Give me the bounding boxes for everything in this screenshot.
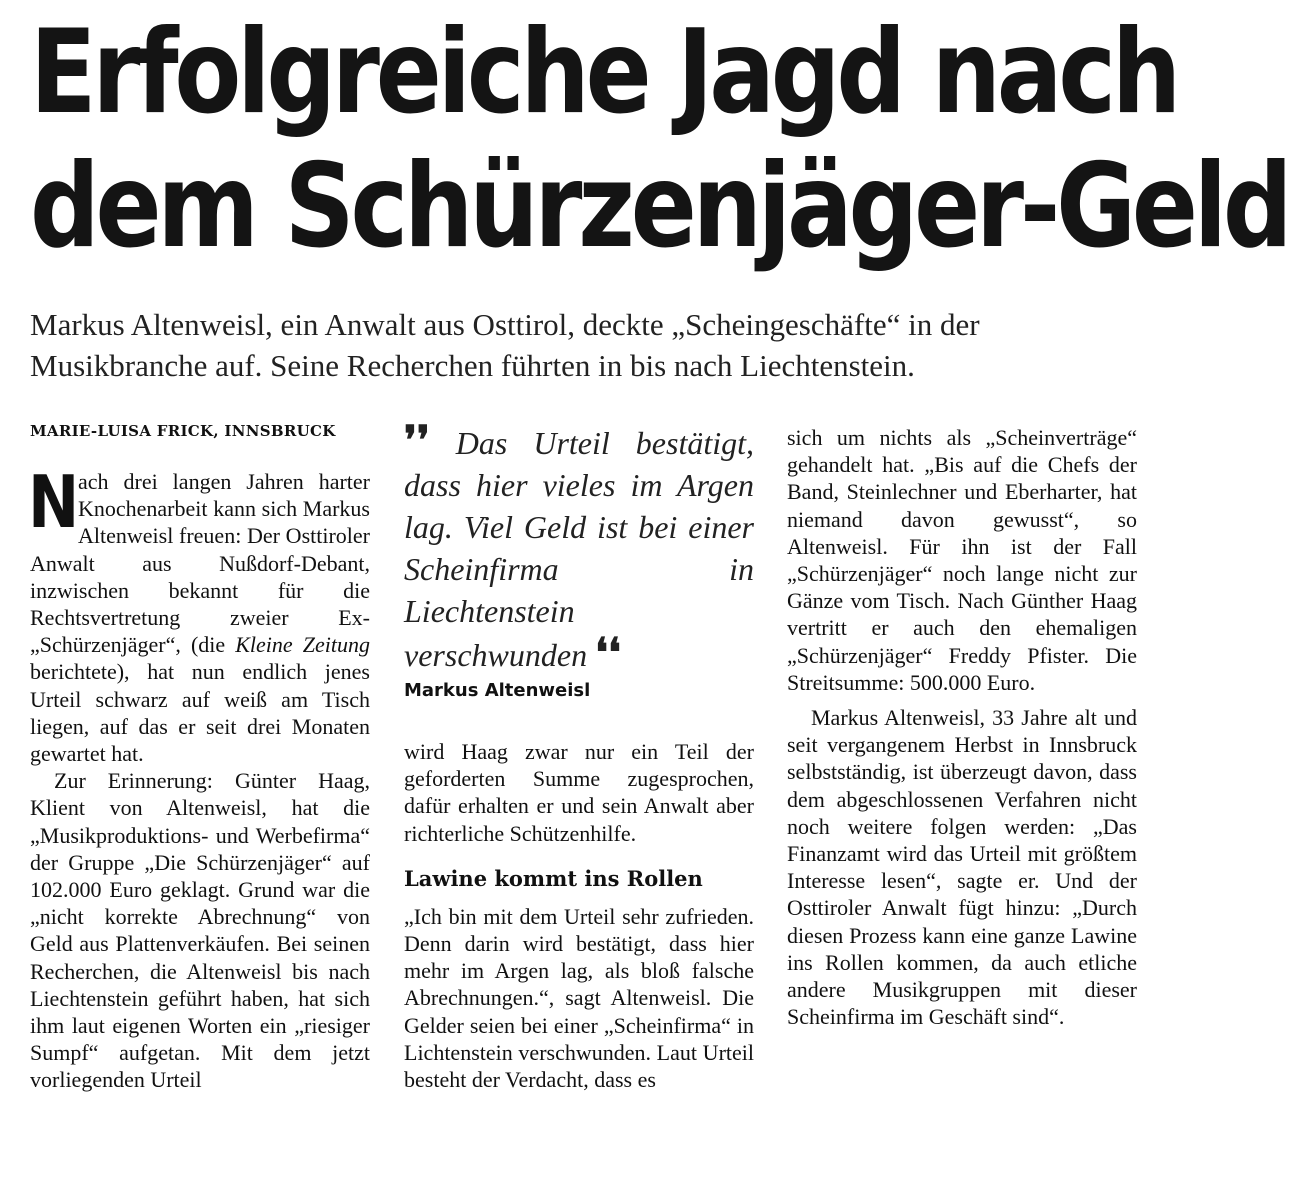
newspaper-name: Kleine Zeitung [235, 632, 370, 658]
article-column-2 [404, 417, 754, 1093]
headline-line-1: Erfolgreiche Jagd nach [30, 5, 1178, 140]
body-paragraph: „Ich bin mit dem Urteil sehr zufrieden. Denn darin wird bestätigt, dass hier mehr im Argen lag, als bloß falsche Abrechnungen.“, sagt Altenweisl. Die Gelder seien bei einer „Scheinfirma“ in Lichtenstein verschwunden. Laut Urteil besteht der Verdacht, dass es [404, 903, 754, 1093]
byline: MARIE-LUISA FRICK, INNSBRUCK [30, 422, 336, 440]
headline [30, 5, 1289, 274]
pullquote-author: Markus Altenweisl [404, 680, 591, 701]
body-paragraph: wird Haag zwar nur ein Teil der geforderten Summe zugesprochen, dafür erhalten er und sein Anwalt aber richterliche Schützenhilfe. [404, 739, 754, 846]
dropcap: N [28, 460, 80, 544]
lead-paragraph [28, 460, 370, 767]
article-column-1 [30, 420, 370, 1094]
body-paragraph: Zur Erinnerung: Günter Haag, Klient von Altenweisl, hat die „Musikproduktions- und Werbefirma“ der Gruppe „Die Schürzenjäger“ auf 102.000 Euro geklagt. Grund war die „nicht korrekte Abrechnung“ von Geld aus Plattenverkäufen. Bei seinen Recherchen, die Altenweisl bis nach Liechtenstein geführt haben, hat sich ihm laut eigenen Worten ein „riesiger Sumpf“ aufgetan. Mit dem jetzt vorliegenden Urteil [30, 768, 370, 1093]
crosshead: Lawine kommt ins Rollen [404, 865, 703, 891]
body-paragraph: sich um nichts als „Scheinverträge“ gehandelt hat. „Bis auf die Chefs der Band, Steinlechner und Eberharter, hat niemand davon gewusst“, so Altenweisl. Für ihn ist der Fall „Schürzenjäger“ noch lange nicht zur Gänze vom Tisch. Nach Günther Haag vertritt er auch den ehemaligen „Schürzenjäger“ Freddy Pfister. Die Streitsumme: 500.000 Euro. [787, 425, 1137, 695]
close-quote-mark: ❛❛ [595, 629, 621, 676]
pullquote-text: Das Urteil bestätigt, dass hier vieles im Argen lag. Viel Geld ist bei einer Scheinfirma in Liechtenstein verschwunden [404, 425, 754, 673]
lead-text-end: berichtete), hat nun endlich jenes Urteil schwarz auf weiß am Tisch liegen, auf das er seit drei Monaten gewartet hat. [30, 659, 370, 767]
headline-line-2: dem Schürzenjäger-Geld [30, 139, 1289, 274]
article-column-3 [787, 424, 1137, 1030]
subheadline: Markus Altenweisl, ein Anwalt aus Osttirol, deckte „Scheingeschäfte“ in der Musikbranche auf. Seine Recherchen führten in bis nach Liechtenstein. [30, 307, 980, 383]
open-quote-mark: ❜❜ [404, 417, 430, 464]
pullquote [404, 417, 754, 676]
body-paragraph: Markus Altenweisl, 33 Jahre alt und seit vergangenem Herbst in Innsbruck selbstständig, ist überzeugt davon, dass dem abgeschlossenen Verfahren nicht noch weitere folgen werden: „Das Finanzamt wird das Urteil mit größtem Interesse lesen“, sagte er. Und der Osttiroler Anwalt fügt hinzu: „Durch diesen Prozess kann eine ganze Lawine ins Rollen kommen, da auch etliche andere Musikgruppen mit dieser Scheinfirma im Geschäft sind“. [787, 705, 1137, 1030]
lead-text: ach drei langen Jahren harter Knochenarbeit kann sich Markus Altenweisl freuen: Der Osttiroler Anwalt aus Nußdorf-Debant, inzwischen bekannt für die Rechtsvertretung zweier Ex-„Schürzenjäger“, (die [30, 469, 370, 658]
